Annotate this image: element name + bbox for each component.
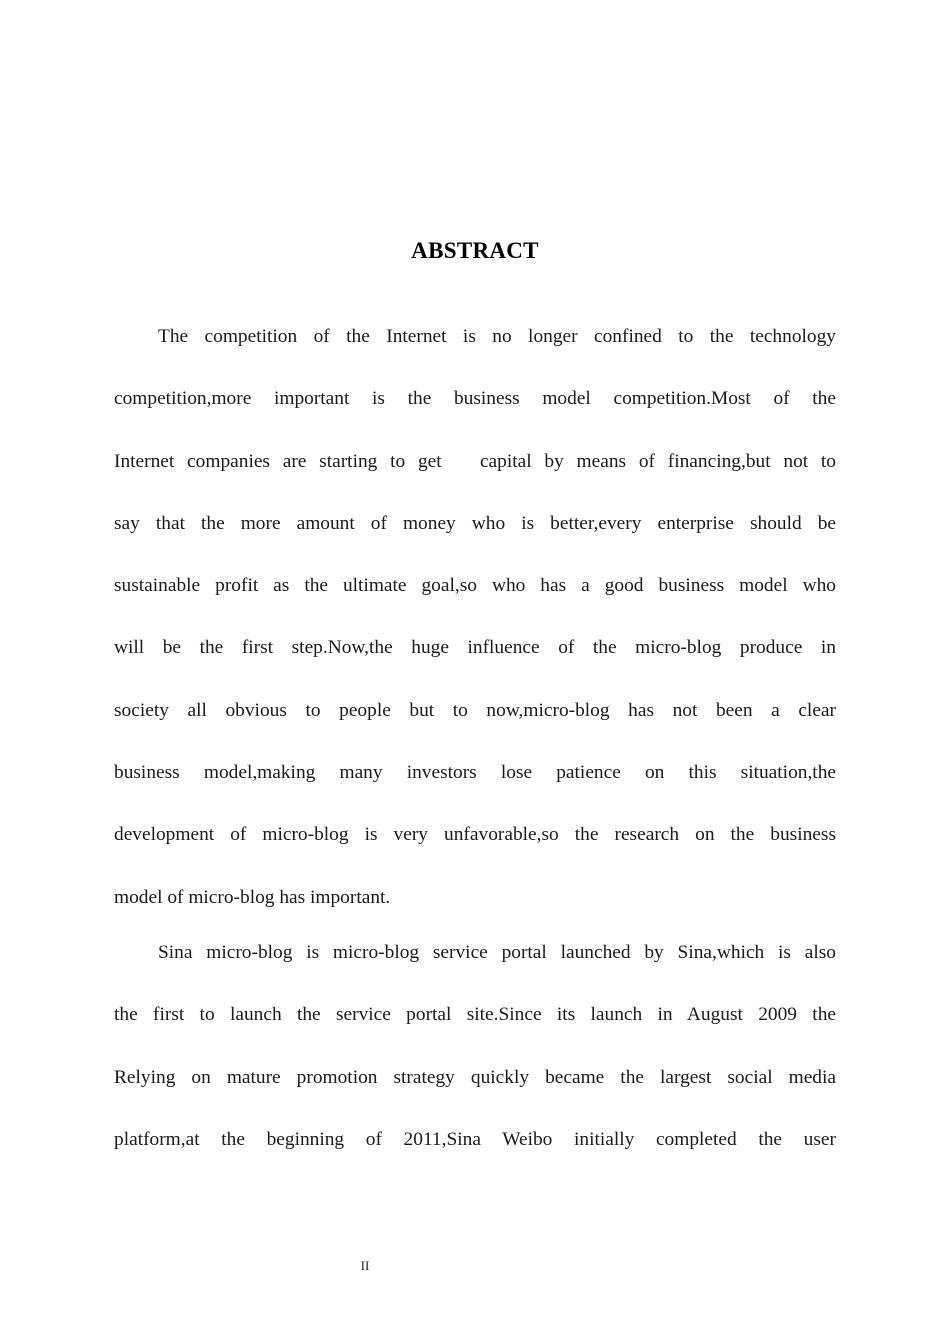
paragraph-line: will be the first step.Now,the huge influence of the micro-blog produce in xyxy=(114,637,836,659)
paragraph-line: The competition of the Internet is no longer confined to the technology xyxy=(158,326,836,347)
paragraph-line: business model,making many investors lose patience on this situation,the xyxy=(114,762,836,784)
paragraph-line: say that the more amount of money who is better,every enterprise should be xyxy=(114,512,836,534)
paragraph-line: sustainable profit as the ultimate goal,so who has a good business model who xyxy=(114,575,836,597)
paragraph-line: Internet companies are starting to get capital by means of financing,but not to xyxy=(114,450,836,472)
paragraph-line: society all obvious to people but to now,micro-blog has not been a clear xyxy=(114,699,836,721)
abstract-heading: ABSTRACT xyxy=(411,238,539,263)
paragraph-line: Sina micro-blog is micro-blog service portal launched by Sina,which is also xyxy=(158,942,836,963)
paragraph-line: model of micro-blog has important. xyxy=(114,886,391,908)
abstract-paragraph-1 xyxy=(114,306,836,929)
paragraph-line: development of micro-blog is very unfavorable,so the research on the business xyxy=(114,824,836,846)
paragraph-line: Relying on mature promotion strategy quickly became the largest social media xyxy=(114,1066,836,1088)
abstract-paragraph-2 xyxy=(114,922,836,1171)
paragraph-line: the first to launch the service portal site.Since its launch in August 2009 the xyxy=(114,1004,836,1026)
paragraph-line: platform,at the beginning of 2011,Sina Weibo initially completed the user xyxy=(114,1128,836,1150)
paragraph-line: competition,more important is the business model competition.Most of the xyxy=(114,388,836,410)
page-number: II xyxy=(360,1258,370,1273)
